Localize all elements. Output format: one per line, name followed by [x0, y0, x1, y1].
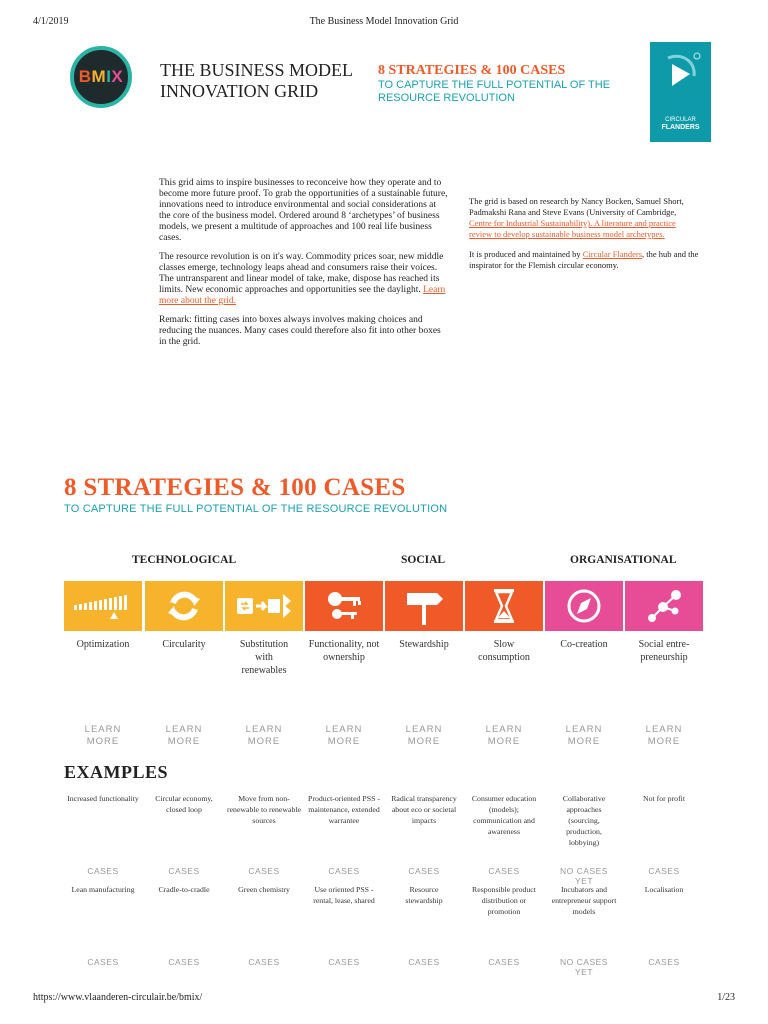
- substitution-flow-icon: [225, 581, 303, 631]
- circular-flanders-link[interactable]: Circular Flanders: [582, 249, 643, 259]
- side-paragraph-2: [469, 249, 701, 271]
- hourglass-icon: [465, 581, 543, 631]
- optimization-scale-icon: [64, 581, 142, 631]
- compass-icon: [545, 581, 623, 631]
- example-item: Responsible product distribution or promotion: [472, 885, 536, 916]
- circular-flanders-logo[interactable]: [650, 42, 711, 142]
- category-social: SOCIAL: [401, 554, 446, 566]
- cases-link[interactable]: CASES: [648, 866, 680, 876]
- learn-more-link[interactable]: LEARN MORE: [325, 724, 363, 747]
- cases-link[interactable]: CASES: [648, 957, 680, 967]
- cases-link[interactable]: CASES: [87, 957, 119, 967]
- example-item: Collaborative approaches (sourcing, production, lobbying): [562, 794, 606, 847]
- learn-more-link[interactable]: LEARN MORE: [245, 724, 283, 747]
- bmix-logo-letter: B: [78, 67, 92, 86]
- strategy-label-substitution: Substitution with renewables: [239, 639, 289, 676]
- cases-link[interactable]: CASES: [248, 957, 280, 967]
- network-icon: [625, 581, 703, 631]
- learn-more-link[interactable]: LEARN MORE: [485, 724, 523, 747]
- example-item: Cradle-to-cradle: [158, 885, 210, 894]
- side-paragraph-1-text: The grid is based on research by Nancy Bocken, Samuel Short, Padmakshi Rana and Steve Evans (University of Cambridge,: [469, 196, 684, 217]
- print-date: 4/1/2019: [33, 16, 69, 27]
- strategy-tile-co-creation[interactable]: [545, 581, 623, 631]
- keys-icon: [305, 581, 383, 631]
- example-item: Incubators and entrepreneur support models: [551, 885, 617, 916]
- example-item: Not for profit: [642, 794, 685, 803]
- example-item: Resource stewardship: [405, 885, 443, 905]
- intro-paragraph-1: This grid aims to inspire businesses to reconceive how they operate and to become more future proof. To grab the opportunities of a sustainable future, innovations need to introduce environmental and social considerations at the core of the business model. Ordered around 8 ‘archetypes’ of business models, we present a multitude of approaches and 100 real life business cases.: [159, 178, 448, 243]
- strategy-tile-slow-consumption[interactable]: [465, 581, 543, 631]
- side-paragraph-2-end: , the hub and the inspirator for the Flemish circular economy.: [469, 249, 699, 270]
- cases-link[interactable]: CASES: [408, 866, 440, 876]
- cases-link[interactable]: CASES: [87, 866, 119, 876]
- example-item: Move from non-renewable to renewable sources: [226, 794, 302, 825]
- cases-link[interactable]: CASES: [488, 866, 520, 876]
- cases-link[interactable]: CASES: [328, 957, 360, 967]
- intro-paragraph-3: Remark: fitting cases into boxes always involves making choices and reducing the nuances. Many cases could therefore also fit into other boxes in the grid.: [159, 315, 441, 347]
- examples-title: EXAMPLES: [64, 762, 169, 782]
- strategy-tile-stewardship[interactable]: [385, 581, 463, 631]
- strategy-label-circularity: Circularity: [162, 639, 206, 650]
- strategy-tile-substitution[interactable]: [225, 581, 303, 631]
- bmix-logo-text: [79, 67, 124, 87]
- circular-flanders-text: [650, 116, 711, 132]
- page-title: [160, 60, 353, 102]
- example-item: Product-oriented PSS - maintenance, extended warrantee: [308, 794, 380, 825]
- side-text: [469, 196, 701, 280]
- grid-title: 8 STRATEGIES & 100 CASES: [64, 474, 406, 501]
- side-paragraph-2-text: It is produced and maintained by: [469, 249, 583, 259]
- learn-more-link[interactable]: LEARN MORE: [405, 724, 443, 747]
- cases-link[interactable]: CASES: [248, 866, 280, 876]
- bmix-logo-letter: M: [91, 67, 107, 86]
- example-item: Localisation: [644, 885, 684, 894]
- bmix-logo[interactable]: [70, 46, 132, 108]
- signpost-icon: [385, 581, 463, 631]
- example-item: Green chemistry: [238, 885, 290, 894]
- learn-more-link[interactable]: LEARN MORE: [84, 724, 122, 747]
- circular-flanders-line2: FLANDERS: [661, 124, 700, 131]
- header-strategies: 8 STRATEGIES & 100 CASES: [378, 63, 566, 78]
- header-strategies-subtitle: TO CAPTURE THE FULL POTENTIAL OF THE RESOURCE REVOLUTION: [378, 79, 611, 104]
- cases-link[interactable]: CASES: [168, 957, 200, 967]
- print-url: https://www.vlaanderen-circulair.be/bmix/: [33, 992, 203, 1003]
- cambridge-research-link[interactable]: Centre for Industrial Sustainability). A literature and practice review to develop sustainable business model archetypes.: [469, 218, 676, 239]
- bmix-logo-letter: I: [106, 67, 112, 86]
- category-organisational: ORGANISATIONAL: [570, 554, 677, 566]
- intro-paragraph-2: [159, 252, 449, 307]
- print-footer: [0, 992, 768, 1006]
- strategy-label-stewardship: Stewardship: [399, 639, 449, 650]
- category-technological: TECHNOLOGICAL: [132, 554, 237, 566]
- bmix-logo-letter: X: [111, 67, 124, 86]
- cases-link[interactable]: CASES: [328, 866, 360, 876]
- example-item: Consumer education (models); communication and awareness: [471, 794, 537, 836]
- intro-text: [159, 178, 449, 356]
- strategy-tile-social-entrepreneurship[interactable]: [625, 581, 703, 631]
- print-page-number: 1/23: [717, 992, 735, 1003]
- cases-link[interactable]: CASES: [488, 957, 520, 967]
- example-item: Increased functionality: [67, 794, 139, 803]
- learn-more-link[interactable]: LEARN MORE: [645, 724, 683, 747]
- strategy-tile-optimization[interactable]: [64, 581, 142, 631]
- circular-flanders-emblem-icon: [650, 42, 711, 112]
- circular-flanders-line1: CIRCULAR: [665, 117, 696, 123]
- strategy-label-functionality: Functionality, not ownership: [308, 639, 380, 663]
- example-item: Lean manufacturing: [71, 885, 135, 894]
- page-title-line2: INNOVATION GRID: [160, 81, 319, 101]
- print-title: The Business Model Innovation Grid: [309, 16, 459, 27]
- learn-more-grid-link[interactable]: Learn more about the grid.: [159, 285, 446, 306]
- example-item: Circular economy, closed loop: [155, 794, 213, 814]
- strategy-tile-circularity[interactable]: [145, 581, 223, 631]
- strategy-tile-functionality[interactable]: [305, 581, 383, 631]
- example-item: Radical transparency about eco or societal impacts: [391, 794, 457, 825]
- page-title-line1: THE BUSINESS MODEL: [160, 60, 354, 80]
- grid-subtitle: TO CAPTURE THE FULL POTENTIAL OF THE RESOURCE REVOLUTION: [64, 503, 448, 515]
- print-header: [0, 16, 768, 30]
- strategy-label-slow-consumption: Slow consumption: [478, 639, 530, 663]
- no-cases-label: NO CASES YET: [560, 866, 608, 886]
- side-paragraph-1: [469, 196, 701, 240]
- cases-link[interactable]: CASES: [408, 957, 440, 967]
- strategy-label-social-entrepreneurship: Social entre-preneurship: [638, 639, 690, 663]
- cases-link[interactable]: CASES: [168, 866, 200, 876]
- intro-paragraph-2-text: The resource revolution is on it's way. Commodity prices soar, new middle classes emerge, technology leaps ahead and consumers raise their voices. The untransparent and linear model of take, make, dispose has reached its limits. New economic approaches and opportunities see the daylight.: [159, 252, 444, 295]
- strategy-label-optimization: Optimization: [76, 639, 130, 650]
- example-item: Use oriented PSS - rental, lease, shared: [313, 885, 375, 905]
- no-cases-label: NO CASES YET: [560, 957, 608, 977]
- learn-more-link[interactable]: LEARN MORE: [165, 724, 203, 747]
- learn-more-link[interactable]: LEARN MORE: [565, 724, 603, 747]
- circular-arrows-icon: [145, 581, 223, 631]
- strategy-label-co-creation: Co-creation: [560, 639, 608, 650]
